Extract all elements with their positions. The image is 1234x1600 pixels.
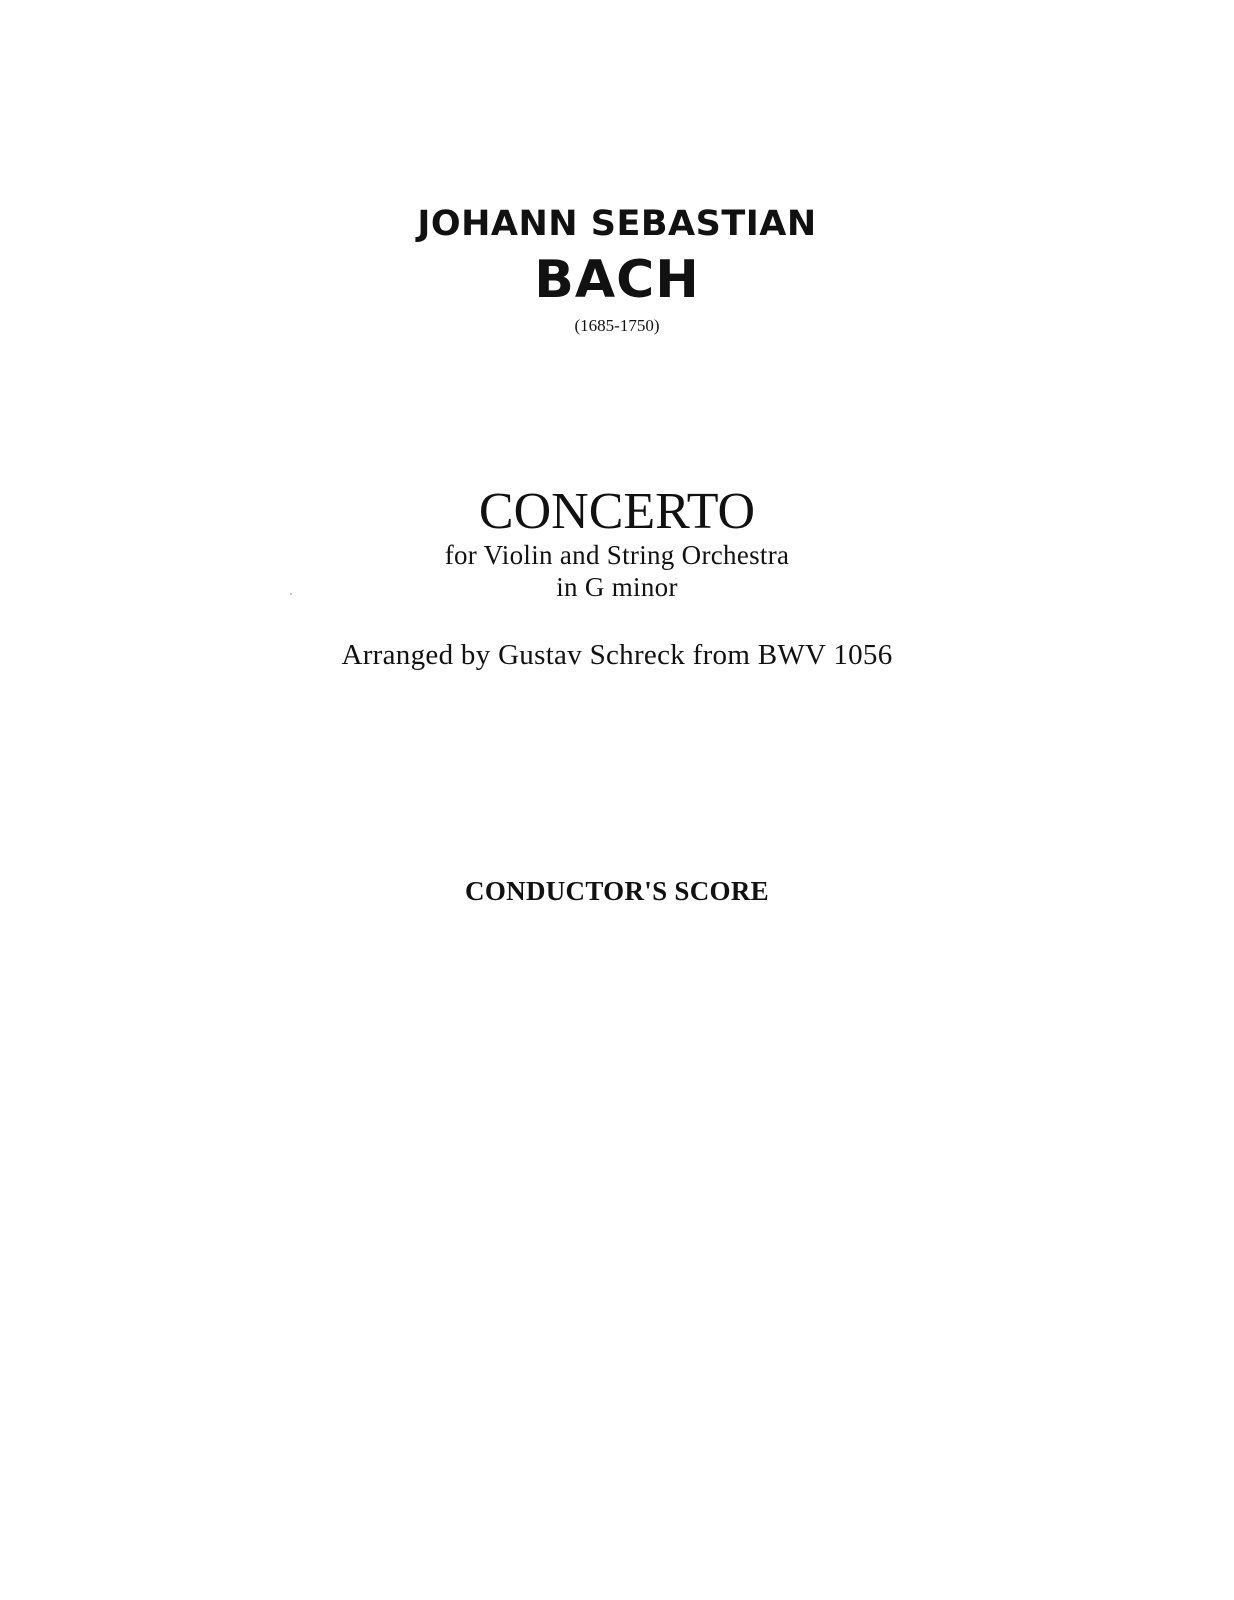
composer-last-name: BACH bbox=[534, 250, 700, 310]
composer-first-names: JOHANN SEBASTIAN bbox=[417, 204, 817, 244]
composer-dates: (1685-1750) bbox=[574, 316, 660, 335]
score-type-heading: CONDUCTOR'S SCORE bbox=[465, 876, 769, 906]
scan-speck bbox=[290, 593, 292, 595]
work-title: CONCERTO bbox=[478, 483, 756, 540]
arrangement-credit: Arranged by Gustav Schreck from BWV 1056 bbox=[341, 639, 893, 671]
work-subtitle: for Violin and String Orchestra bbox=[444, 540, 790, 570]
work-key: in G minor bbox=[556, 572, 678, 602]
